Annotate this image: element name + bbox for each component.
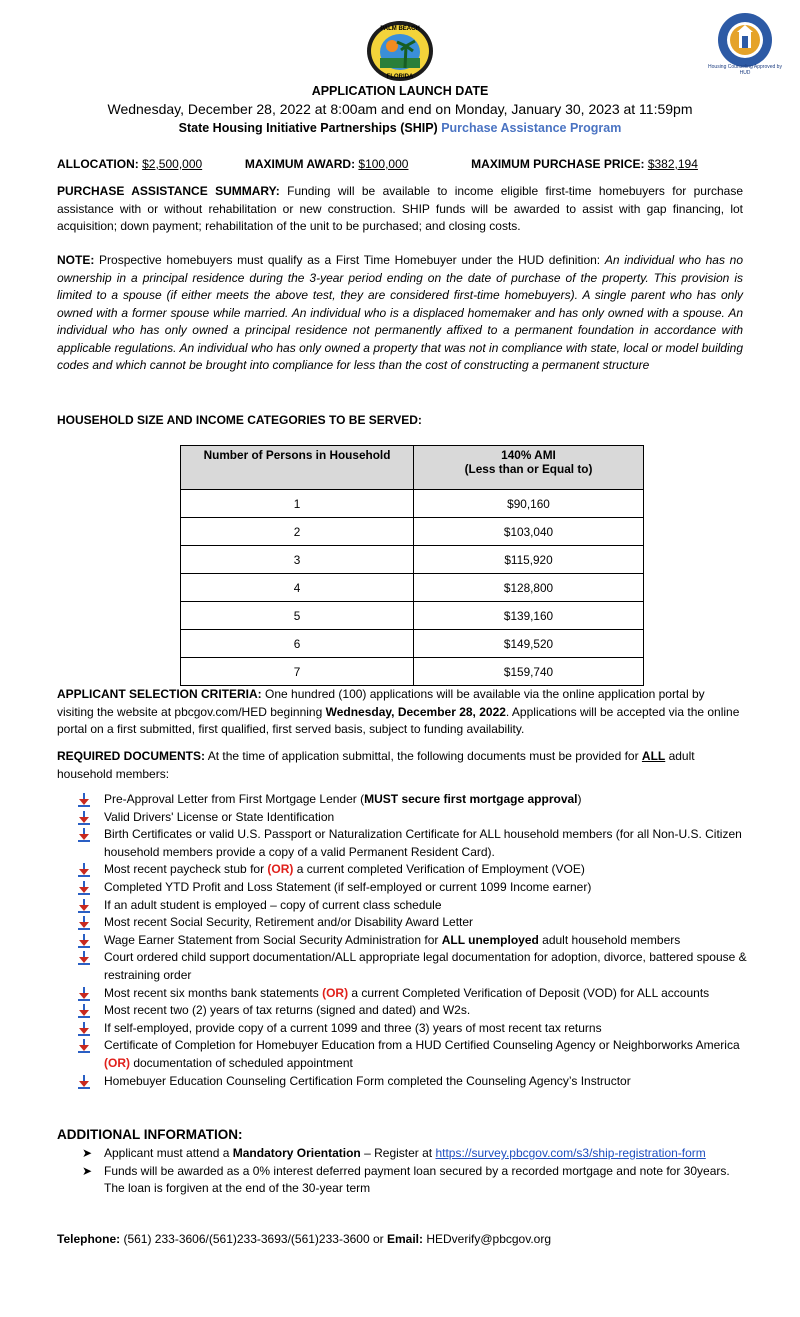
col-ami-line2: (Less than or Equal to): [464, 462, 593, 476]
bullet-arrow-icon: [77, 793, 91, 807]
doc-text-c: adult household members: [538, 932, 681, 947]
summary-text: Funding will be available to income eligible first-time homebuyers for purchase assistance with or without rehabilitation or new construction. SHIP funds will be awarded to assist with gap financing, lot acquisition; down payment; rehabilitation of the unit to be purchased; and closing costs.: [57, 184, 743, 233]
document-item: [75, 1020, 755, 1038]
summary-paragraph: [57, 183, 743, 236]
note-paragraph: [57, 252, 743, 375]
bullet-arrow-icon: [77, 1075, 91, 1089]
launch-dates: Wednesday, December 28, 2022 at 8:00am and end on Monday, January 30, 2023 at 11:59pm: [107, 101, 693, 117]
amount-cell: $103,040: [414, 518, 644, 546]
hud-counseling-logo: [717, 12, 773, 68]
required-text: At the time of application submittal, the following documents must be provided for: [205, 749, 642, 763]
amount-cell: $90,160: [414, 490, 644, 518]
doc-text-a: Valid Drivers' License or State Identification: [104, 809, 335, 824]
additional-list: [82, 1145, 747, 1198]
document-item: [75, 914, 755, 932]
selection-text1: One hundred (100) applications will be available via the online application portal by visiting the website at pbcgov.com/HED beginning: [57, 687, 705, 719]
amount-cell: $128,800: [414, 574, 644, 602]
table-row: [181, 630, 644, 658]
doc-text-a: Wage Earner Statement from Social Security Administration for: [104, 932, 442, 947]
persons-cell: 3: [181, 546, 414, 574]
bullet-arrow-icon: [77, 881, 91, 895]
item1-c: – Register at: [360, 1146, 436, 1160]
doc-text-c: ): [577, 792, 582, 806]
doc-text-a: Birth Certificates or valid U.S. Passport or Naturalization Certificate for ALL household members (for all Non-U.S. Citizen household members provide a copy of a valid Permanent Resident Card).: [104, 827, 742, 859]
selection-date: Wednesday, December 28, 2022: [325, 704, 506, 719]
additional-heading: ADDITIONAL INFORMATION:: [57, 1127, 243, 1142]
household-heading: HOUSEHOLD SIZE AND INCOME CATEGORIES TO BE SERVED:: [57, 413, 422, 427]
contact-line: [57, 1232, 551, 1246]
document-item: [75, 861, 755, 879]
bullet-arrow-icon: [77, 1022, 91, 1036]
selection-label: APPLICANT SELECTION CRITERIA:: [57, 687, 262, 701]
doc-text-a: Completed YTD Profit and Loss Statement (if self-employed or current 1099 Income earner): [104, 879, 592, 894]
bullet-arrow-icon: [77, 987, 91, 1001]
doc-text-b: ALL unemployed: [441, 932, 539, 947]
svg-text:PALM BEACH: PALM BEACH: [380, 26, 420, 32]
doc-text-a: If an adult student is employed – copy of current class schedule: [104, 897, 442, 912]
document-item: [75, 1073, 755, 1091]
doc-text-r: (OR): [267, 862, 294, 877]
bullet-arrow-icon: [77, 1039, 91, 1053]
program-title: [0, 121, 800, 135]
table-row: [181, 602, 644, 630]
list-item: [82, 1163, 747, 1198]
persons-cell: 2: [181, 518, 414, 546]
bullet-arrow-icon: [77, 916, 91, 930]
launch-heading: APPLICATION LAUNCH DATE: [311, 84, 489, 98]
selection-paragraph: [57, 686, 743, 739]
palm-beach-county-seal: [365, 20, 435, 82]
amount-cell: $159,740: [414, 658, 644, 686]
note-label: NOTE:: [57, 253, 95, 267]
doc-text-a: Most recent two (2) years of tax returns (signed and dated) and W2s.: [104, 1003, 471, 1018]
doc-text-a: Certificate of Completion for Homebuyer Education from a HUD Certified Counseling Agency or Neighborworks America: [104, 1038, 740, 1053]
email-label: Email:: [386, 1232, 423, 1246]
bullet-arrow-icon: [77, 828, 91, 842]
orientation-label: Mandatory Orientation: [232, 1146, 361, 1160]
registration-link[interactable]: https://survey.pbcgov.com/s3/ship-registration-form: [435, 1146, 706, 1160]
doc-text-a: Most recent Social Security, Retirement and/or Disability Award Letter: [104, 915, 474, 930]
doc-text-a: Homebuyer Education Counseling Certification Form completed the Counseling Agency’s Instructor: [104, 1073, 631, 1088]
bullet-arrow-icon: [77, 951, 91, 965]
hud-caption: Housing Counseling Approved by HUD: [708, 64, 782, 76]
document-item: [75, 985, 755, 1003]
document-item: [75, 897, 755, 915]
email-address: HEDverify@pbcgov.org: [423, 1232, 552, 1246]
price-value: $382,194: [647, 157, 698, 171]
documents-list: [75, 791, 755, 1090]
bullet-arrow-icon: [77, 1004, 91, 1018]
item2-text: Funds will be awarded as a 0% interest deferred payment loan secured by a recorded mortgage and note for 30years. The loan is forgiven at the end of the 30-year term: [104, 1163, 730, 1196]
doc-text-c: documentation of scheduled appointment: [130, 1055, 353, 1070]
persons-cell: 6: [181, 630, 414, 658]
document-item: [75, 826, 755, 861]
doc-text-b: MUST secure first mortgage approval: [364, 792, 578, 806]
telephone-numbers: (561) 233-3606/(561)233-3693/(561)233-3600 or: [120, 1232, 387, 1246]
table-row: [181, 518, 644, 546]
amount-cell: $149,520: [414, 630, 644, 658]
doc-text-a: Court ordered child support documentation/ALL appropriate legal documentation for adoption, divorce, battered spouse & restraining order: [104, 950, 747, 982]
arrow-bullet-icon: ➤: [82, 1163, 93, 1178]
doc-text-a: Most recent paycheck stub for: [104, 862, 268, 877]
table-row: [181, 490, 644, 518]
selection-text2: . Applications will be accepted via the online portal on a first submitted, first qualified, first served basis, subject to funding availability.: [57, 704, 740, 736]
required-label: REQUIRED DOCUMENTS:: [57, 749, 206, 763]
document-item: [75, 1002, 755, 1020]
doc-text-r: (OR): [322, 985, 349, 1000]
persons-cell: 4: [181, 574, 414, 602]
document-item: [75, 791, 755, 809]
award-label: MAXIMUM AWARD:: [244, 157, 359, 171]
amount-cell: $139,160: [414, 602, 644, 630]
allocation-label: ALLOCATION:: [57, 157, 143, 171]
award-value: $100,000: [358, 157, 409, 171]
required-text2: adult household members:: [57, 749, 695, 781]
amount-cell: $115,920: [414, 546, 644, 574]
required-paragraph: [57, 748, 743, 783]
price-label: MAXIMUM PURCHASE PRICE:: [471, 157, 648, 171]
summary-label: PURCHASE ASSISTANCE SUMMARY:: [57, 184, 280, 198]
col-ami-line1: 140% AMI: [501, 448, 556, 462]
note-text: Prospective homebuyers must qualify as a First Time Homebuyer under the HUD definition:: [94, 253, 605, 267]
col-ami-header: [414, 446, 644, 490]
table-row: [181, 546, 644, 574]
item1-a: Applicant must attend a: [104, 1146, 233, 1160]
bullet-arrow-icon: [77, 899, 91, 913]
allocation-line: [57, 157, 757, 171]
program-suffix: Purchase Assistance Program: [441, 121, 622, 135]
table-row: [181, 574, 644, 602]
income-table: [180, 445, 644, 686]
arrow-bullet-icon: ➤: [82, 1146, 93, 1160]
list-item: [82, 1145, 747, 1163]
doc-text-a: Pre-Approval Letter from First Mortgage Lender (: [104, 792, 365, 806]
persons-cell: 5: [181, 602, 414, 630]
doc-text-c: a current completed Verification of Employment (VOE): [293, 862, 585, 877]
doc-text-a: Most recent six months bank statements: [104, 985, 323, 1000]
document-item: [75, 1037, 755, 1072]
allocation-value: $2,500,000: [142, 157, 203, 171]
telephone-label: Telephone:: [57, 1232, 121, 1246]
document-item: [75, 879, 755, 897]
bullet-arrow-icon: [77, 934, 91, 948]
note-definition: An individual who has no ownership in a principal residence during the 3-year period ending on the date of purchase of the property. This provision is limited to a spouse (if either meets the above test, they are considered first-time homebuyers). A single parent who has only owned with a former spouse while married. An individual who is a displaced homemaker and has only owned with a spouse. An individual who has only owned a principal residence not permanently affixed to a permanent foundation in accordance with applicable regulations. An individual who has only owned a property that was not in compliance with state, local or model building codes and which cannot be brought into compliance for less than the cost of constructing a permanent structure: [57, 253, 743, 372]
doc-text-r: (OR): [104, 1055, 130, 1070]
document-item: [75, 932, 755, 950]
program-prefix: State Housing Initiative Partnerships (SHIP): [178, 121, 442, 135]
table-row: [181, 658, 644, 686]
document-item: [75, 809, 755, 827]
doc-text-c: a current Completed Verification of Deposit (VOD) for ALL accounts: [348, 985, 710, 1000]
svg-text:FLORIDA: FLORIDA: [386, 74, 414, 80]
required-all: ALL: [641, 749, 666, 763]
persons-cell: 7: [181, 658, 414, 686]
doc-text-a: If self-employed, provide copy of a current 1099 and three (3) years of most recent tax returns: [104, 1020, 602, 1035]
bullet-arrow-icon: [77, 863, 91, 877]
document-item: [75, 949, 755, 984]
bullet-arrow-icon: [77, 811, 91, 825]
persons-cell: 1: [181, 490, 414, 518]
col-persons-header: Number of Persons in Household: [181, 446, 414, 490]
